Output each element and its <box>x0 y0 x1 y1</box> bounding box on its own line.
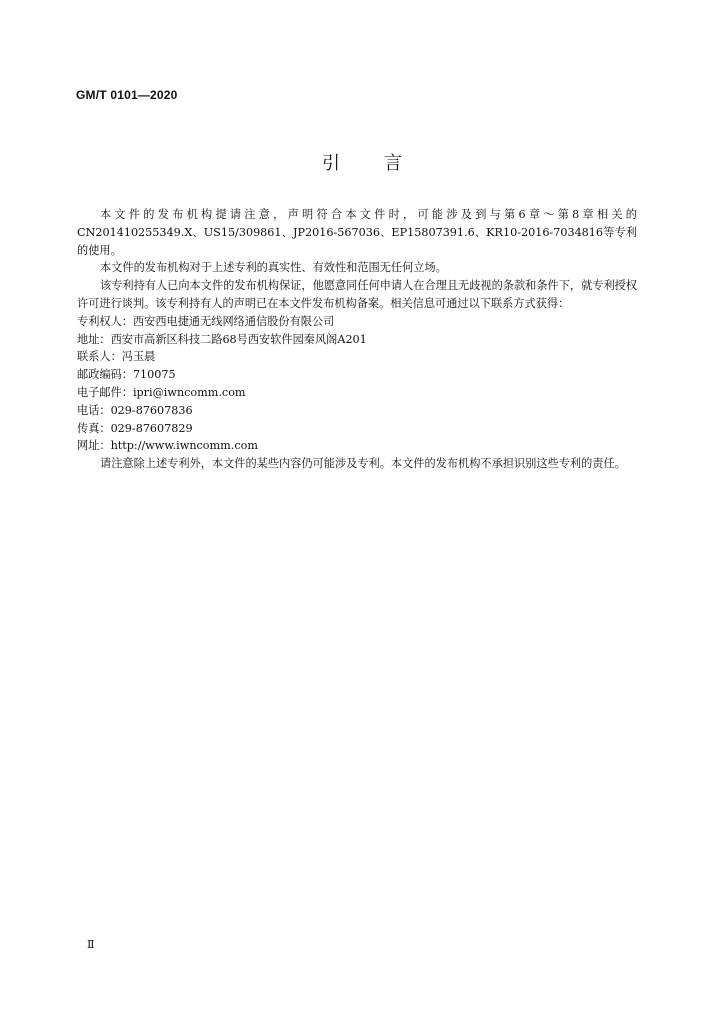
contact-fax: 传真：029-87607829 <box>77 421 193 435</box>
contact-person: 联系人：冯玉晨 <box>77 350 156 364</box>
page-number: Ⅱ <box>87 938 95 951</box>
contact-postcode: 邮政编码：710075 <box>77 368 176 382</box>
standard-code: GM/T 0101—2020 <box>76 88 178 102</box>
contact-website: 网址：http://www.iwncomm.com <box>77 439 258 453</box>
contact-block <box>77 313 637 455</box>
paragraph-holder-statement: 该专利持有人已向本文件的发布机构保证，他愿意同任何申请人在合理且无歧视的条款和条件下，就专利授权许可进行谈判。该专利持有人的声明已在本文件发布机构备案。相关信息可通过以下联系方式获得： <box>77 279 638 310</box>
paragraph-no-position: 本文件的发布机构对于上述专利的真实性、有效性和范围无任何立场。 <box>100 261 447 275</box>
paragraph-patent-notice: 本文件的发布机构提请注意，声明符合本文件时，可能涉及到与第6章～第8章相关的CN201410255349.X、US15/309861、JP2016-567036、EP15807391.6、KR10-2016-7034816等专利的使用。 <box>77 208 637 257</box>
paragraph-closing: 请注意除上述专利外，本文件的某些内容仍可能涉及专利。本文件的发布机构不承担识别这些专利的责任。 <box>100 457 626 471</box>
page-title: 引言 <box>322 153 446 174</box>
document-body <box>77 206 637 473</box>
contact-address: 地址：西安市高新区科技二路68号西安软件园秦风阁A201 <box>77 332 367 346</box>
contact-patentee: 专利权人：西安西电捷通无线网络通信股份有限公司 <box>77 314 335 328</box>
contact-phone: 电话：029-87607836 <box>77 403 193 417</box>
contact-email: 电子邮件：ipri@iwncomm.com <box>77 385 246 399</box>
